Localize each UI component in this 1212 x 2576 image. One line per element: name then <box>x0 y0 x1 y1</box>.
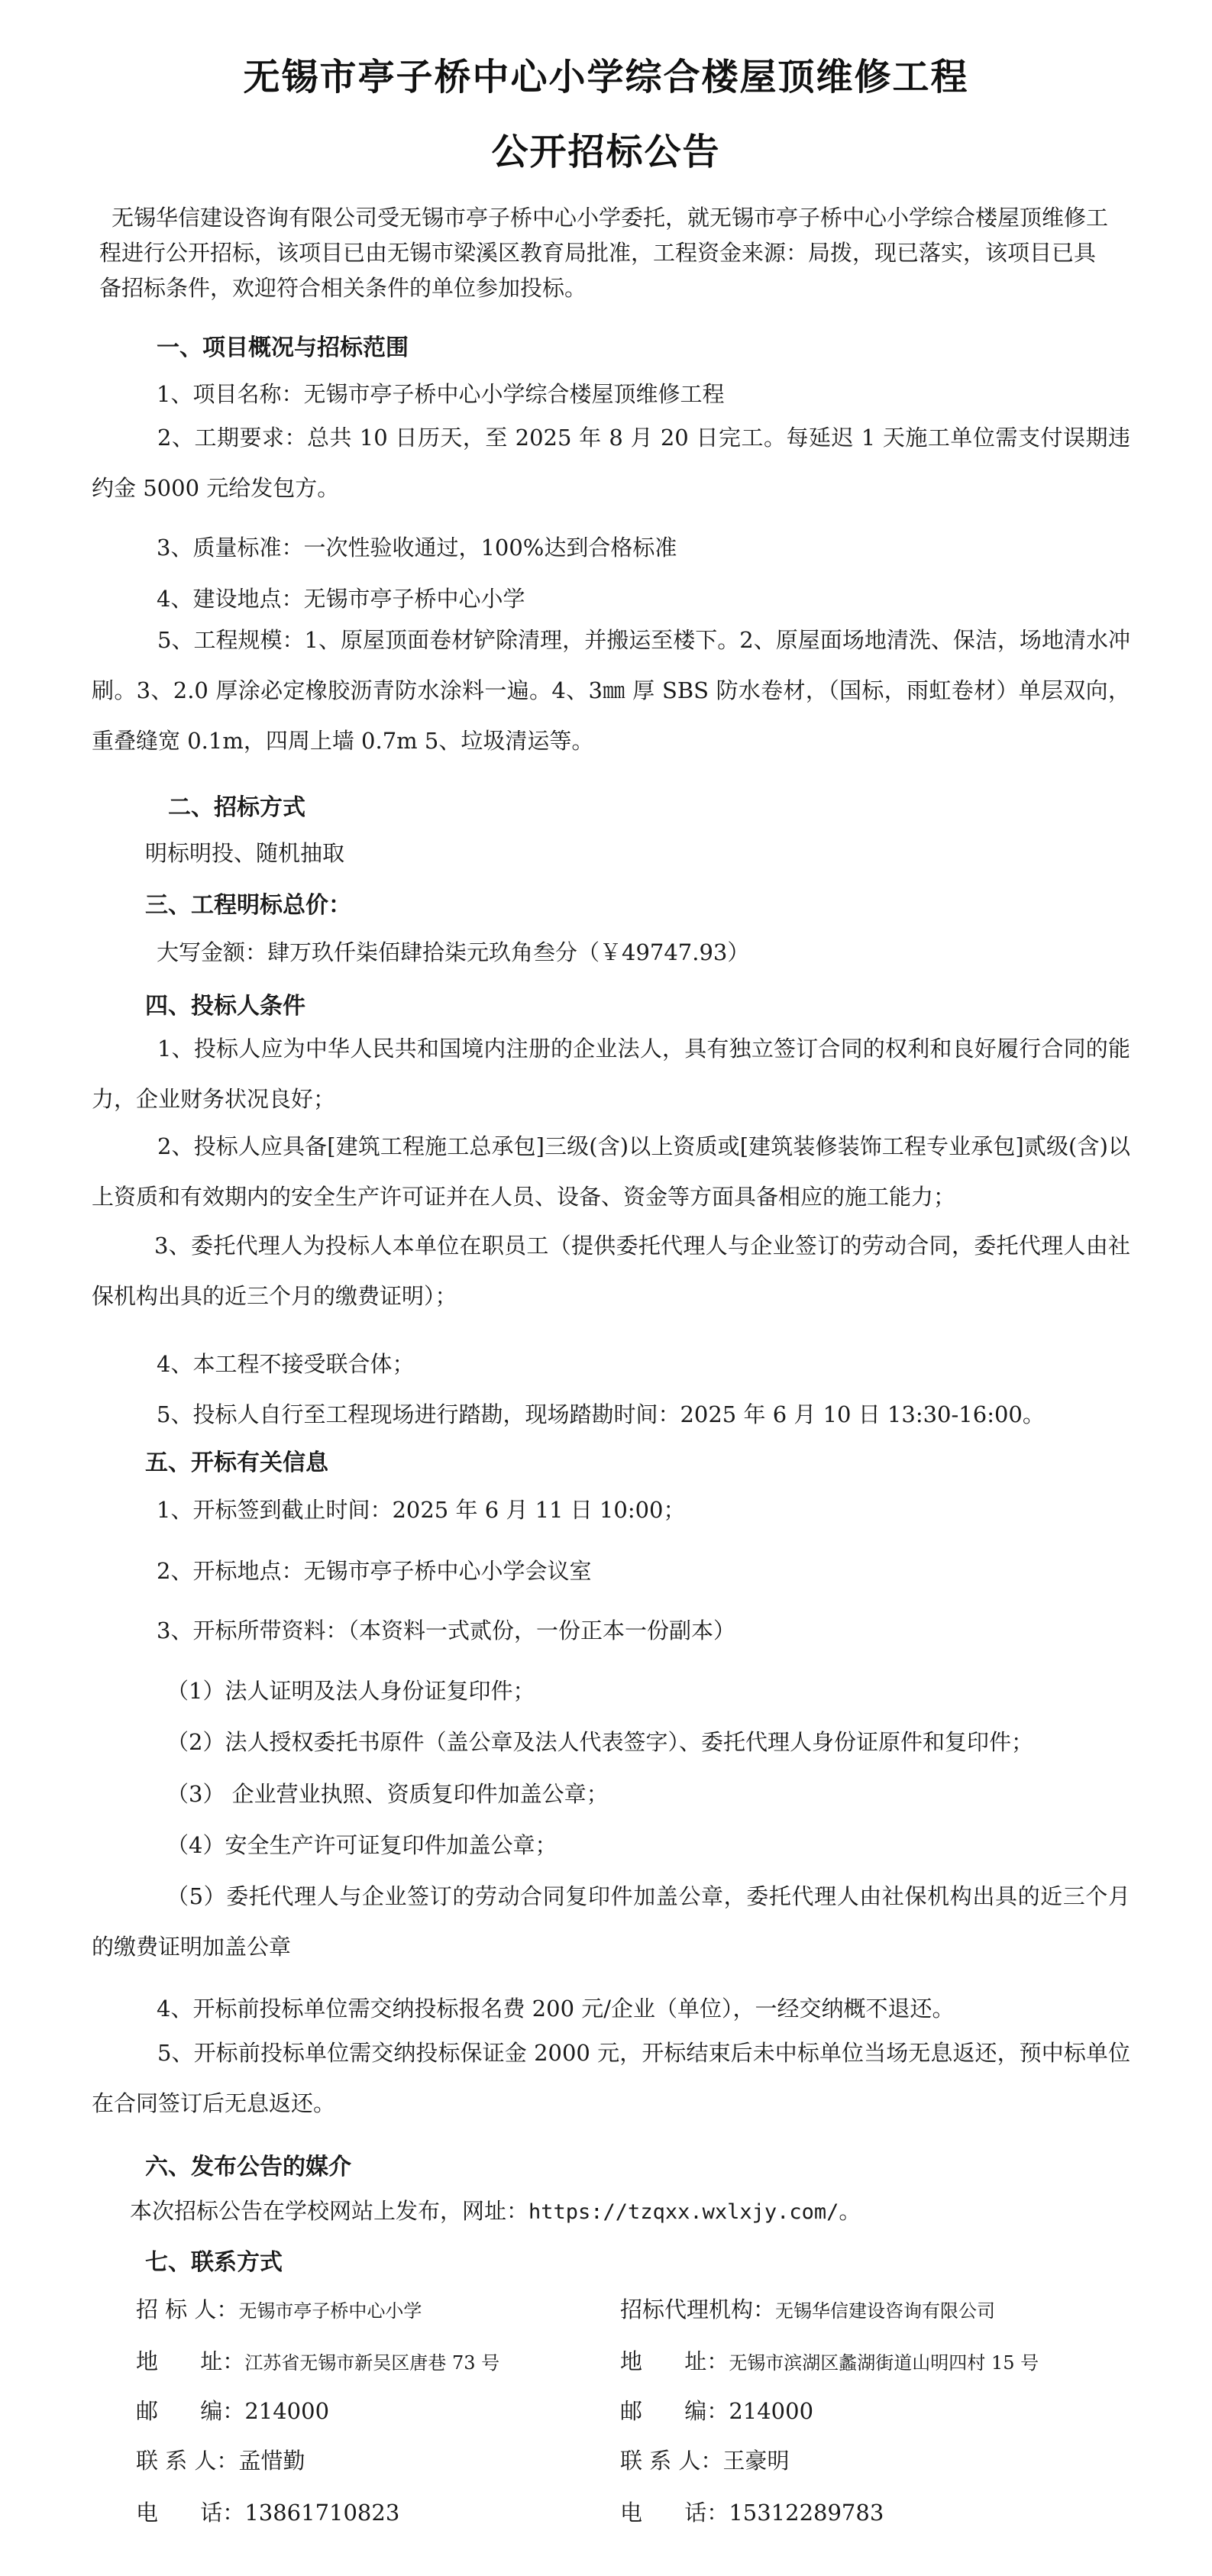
tenderer-row <box>136 2293 422 2324</box>
tenderer-zip-value: 214000 <box>244 2398 330 2424</box>
tenderer-address-value: 江苏省无锡市新吴区唐巷 73 号 <box>244 2352 500 2374</box>
section-1-item-3: 3、质量标准：一次性验收通过，100%达到合格标准 <box>157 535 677 561</box>
section-5-item-2: 2、开标地点：无锡市亭子桥中心小学会议室 <box>157 1558 592 1584</box>
section-3-text: 大写金额：肆万玖仟柒佰肆拾柒元玖角叁分（￥49747.93） <box>157 939 750 965</box>
section-4-item-2: 2、投标人应具备[建筑工程施工总承包]三级(含)以上资质或[建筑装修装饰工程专业承包]贰级(含)以上资质和有效期内的安全生产许可证并在人员、设备、资金等方面具备相应的施工能力； <box>92 1133 1130 1210</box>
tenderer-phone-label: 电 话： <box>136 2500 245 2526</box>
tenderer-contact-label: 联 系 人： <box>136 2448 239 2474</box>
tenderer-contact-row <box>136 2444 305 2475</box>
section-4-item-3: 3、委托代理人为投标人本单位在职员工（提供委托代理人与企业签订的劳动合同，委托代理人由社保机构出具的近三个月的缴费证明）； <box>92 1233 1130 1309</box>
section-7-heading: 七、联系方式 <box>145 2249 283 2276</box>
tenderer-value: 无锡市亭子桥中心小学 <box>238 2300 422 2322</box>
section-5-heading: 五、开标有关信息 <box>145 1450 328 1476</box>
agency-address-row <box>620 2345 1039 2376</box>
section-3-heading: 三、工程明标总价： <box>145 892 351 919</box>
section-5-item-4: 4、开标前投标单位需交纳投标报名费 200 元/企业（单位），一经交纳概不退还。 <box>157 1996 955 2022</box>
agency-contact-row <box>620 2444 789 2475</box>
intro-paragraph: 无锡华信建设咨询有限公司受无锡市亭子桥中心小学委托，就无锡市亭子桥中心小学综合楼屋顶维修工程进行公开招标，该项目已由无锡市梁溪区教育局批准，工程资金来源：局拨，现已落实，该项目已具备招标条件，欢迎符合相关条件的单位参加投标。 <box>99 205 1109 301</box>
section-4-item-1: 1、投标人应为中华人民共和国境内注册的企业法人，具有独立签订合同的权利和良好履行合同的能力，企业财务状况良好； <box>92 1036 1130 1112</box>
section-4-heading: 四、投标人条件 <box>145 993 305 1020</box>
tenderer-zip-label: 邮 编： <box>136 2398 245 2424</box>
section-1-item-1: 1、项目名称：无锡市亭子桥中心小学综合楼屋顶维修工程 <box>157 381 725 407</box>
section-6-text <box>130 2196 861 2227</box>
agency-phone-value: 15312289783 <box>729 2500 884 2526</box>
section-5-item-3: 3、开标所带资料：（本资料一式贰份，一份正本一份副本） <box>157 1618 735 1644</box>
section-6-heading: 六、发布公告的媒介 <box>145 2154 351 2180</box>
section-4-item-5: 5、投标人自行至工程现场进行踏勘，现场踏勘时间：2025 年 6 月 10 日 13:30-16:00。 <box>157 1401 1045 1427</box>
section-6-text-prefix: 本次招标公告在学校网站上发布，网址： <box>130 2198 529 2224</box>
section-5-item-5: 5、开标前投标单位需交纳投标保证金 2000 元，开标结束后未中标单位当场无息返还，预中标单位在合同签订后无息返还。 <box>92 2040 1130 2116</box>
agency-zip-row <box>620 2394 813 2426</box>
section-5-item-1: 1、开标签到截止时间：2025 年 6 月 11 日 10:00； <box>157 1497 686 1523</box>
tenderer-address-row <box>136 2345 499 2376</box>
tenderer-contact-value: 孟惜勤 <box>238 2448 305 2474</box>
agency-address-value: 无锡市滨湖区蠡湖街道山明四村 15 号 <box>729 2352 1039 2374</box>
section-5-sub-4: （4）安全生产许可证复印件加盖公章； <box>166 1832 558 1858</box>
page-title: 无锡市亭子桥中心小学综合楼屋顶维修工程 <box>243 56 969 99</box>
section-1-item-4: 4、建设地点：无锡市亭子桥中心小学 <box>157 586 525 612</box>
agency-zip-label: 邮 编： <box>620 2398 729 2424</box>
tenderer-zip-row <box>136 2394 329 2426</box>
section-1-heading: 一、项目概况与招标范围 <box>157 335 409 361</box>
school-website-link[interactable]: https://tzqxx.wxlxjy.com/ <box>528 2200 839 2224</box>
agency-phone-row <box>620 2496 884 2527</box>
section-5-sub-1: （1）法人证明及法人身份证复印件； <box>166 1678 535 1704</box>
agency-phone-label: 电 话： <box>620 2500 729 2526</box>
agency-zip-value: 214000 <box>729 2398 814 2424</box>
section-2-text: 明标明投、随机抽取 <box>145 840 345 866</box>
tenderer-label: 招 标 人： <box>136 2296 239 2322</box>
agency-address-label: 地 址： <box>620 2348 729 2374</box>
section-1-item-5: 5、工程规模：1、原屋顶面卷材铲除清理，并搬运至楼下。2、原屋面场地清洗、保洁，场地清水冲刷。3、2.0 厚涂必定橡胶沥青防水涂料一遍。4、3㎜ 厚 SBS 防水卷材，（国标，雨虹卷材）单层双向，重叠缝宽 0.1m，四周上墙 0.7m 5、垃圾清运等。 <box>92 627 1130 754</box>
section-5-sub-5: （5）委托代理人与企业签订的劳动合同复印件加盖公章，委托代理人由社保机构出具的近三个月的缴费证明加盖公章 <box>92 1883 1130 1960</box>
tenderer-phone-value: 13861710823 <box>244 2500 400 2526</box>
agency-label: 招标代理机构： <box>620 2296 776 2322</box>
page-subtitle: 公开招标公告 <box>491 131 721 173</box>
section-6-text-suffix: 。 <box>839 2198 861 2224</box>
agency-row <box>620 2293 995 2324</box>
tenderer-address-label: 地 址： <box>136 2348 245 2374</box>
section-1-item-2: 2、工期要求：总共 10 日历天，至 2025 年 8 月 20 日完工。每延迟 1 天施工单位需支付误期违约金 5000 元给发包方。 <box>92 425 1130 501</box>
section-5-sub-3: （3） 企业营业执照、资质复印件加盖公章； <box>166 1781 609 1807</box>
section-4-item-4: 4、本工程不接受联合体； <box>157 1351 415 1377</box>
section-5-sub-2: （2）法人授权委托书原件（盖公章及法人代表签字）、委托代理人身份证原件和复印件； <box>166 1729 1033 1755</box>
tenderer-phone-row <box>136 2496 399 2527</box>
section-2-heading: 二、招标方式 <box>168 794 305 821</box>
agency-contact-value: 王豪明 <box>722 2448 790 2474</box>
agency-contact-label: 联 系 人： <box>620 2448 723 2474</box>
agency-value: 无锡华信建设咨询有限公司 <box>775 2300 996 2322</box>
